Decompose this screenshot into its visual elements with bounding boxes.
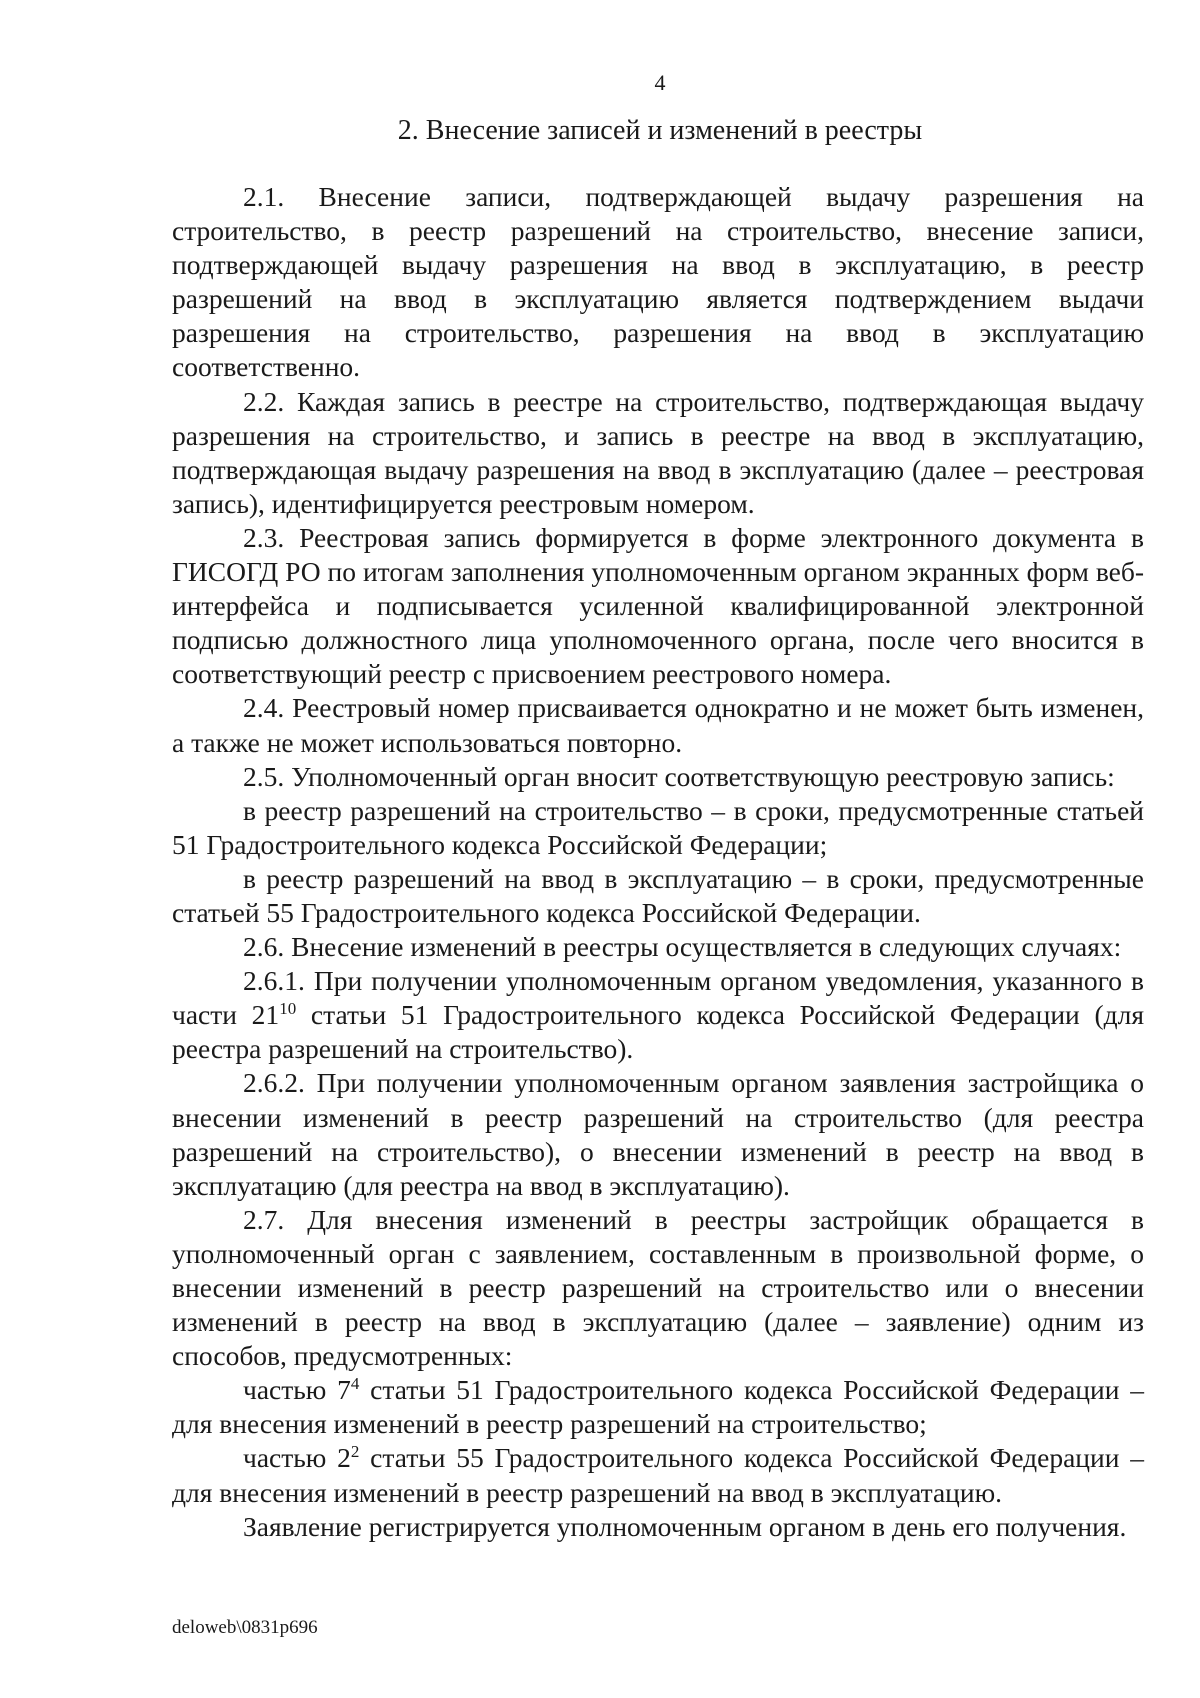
superscript-10: 10: [279, 999, 297, 1019]
paragraph-2-6: 2.6. Внесение изменений в реестры осуществляется в следующих случаях:: [243, 931, 1122, 963]
paragraph-registration: Заявление регистрируется уполномоченным органом в день его получения.: [243, 1510, 1127, 1542]
superscript-2: 2: [350, 1442, 360, 1462]
paragraph-2-7-construction-text-after: статьи 51 Градостроительного кодекса Российской Федерации – для внесения изменений в реестр разрешений на строительство;: [172, 1374, 1144, 1440]
paragraph-2-7-construction-text-before: частью 7: [243, 1374, 351, 1406]
paragraph-2-1: 2.1. Внесение записи, подтверждающей выдачу разрешения на строительство, в реестр разрешений на строительство, внесение записи, подтверждающей выдачу разрешения на ввод в эксплуатацию, в реестр разрешений на ввод в эксплуатацию является подтверждением выдачи разрешения на строительство, разрешения на ввод в эксплуатацию соответственно.: [172, 181, 1144, 383]
paragraph-2-6-1: [172, 964, 1144, 1066]
document-body: [172, 180, 1144, 1544]
paragraph-2-3: 2.3. Реестровая запись формируется в форме электронного документа в ГИСОГД РО по итогам заполнения уполномоченным органом экранных форм веб-интерфейса и подписывается усиленной квалифицированной электронной подписью должностного лица уполномоченного органа, после чего вносится в соответствующий реестр с присвоением реестрового номера.: [172, 521, 1144, 690]
footer-document-code: deloweb\0831p696: [172, 1617, 318, 1638]
paragraph-2-7-commissioning-text-before: частью 2: [243, 1442, 351, 1474]
paragraph-2-6-1-text-before: 2.6.1. При получении уполномоченным органом уведомления, указанного в части 21: [172, 965, 1144, 1031]
paragraph-2-4: 2.4. Реестровый номер присваивается однократно и не может быть изменен, а также не может использоваться повторно.: [172, 692, 1144, 758]
paragraph-2-2: 2.2. Каждая запись в реестре на строительство, подтверждающая выдачу разрешения на строительство, и запись в реестре на ввод в эксплуатацию, подтверждающая выдачу разрешения на ввод в эксплуатацию (далее – реестровая запись), идентифицируется реестровым номером.: [172, 385, 1144, 519]
paragraph-2-6-2: 2.6.2. При получении уполномоченным органом заявления застройщика о внесении изменений в реестр разрешений на строительство (для реестра разрешений на строительство), о внесении изменений в реестр на ввод в эксплуатацию (для реестра на ввод в эксплуатацию).: [172, 1067, 1144, 1201]
paragraph-2-5-construction: в реестр разрешений на строительство – в сроки, предусмотренные статьей 51 Градостроительного кодекса Российской Федерации;: [172, 794, 1144, 860]
paragraph-2-5: 2.5. Уполномоченный орган вносит соответствующую реестровую запись:: [243, 760, 1115, 792]
paragraph-2-5-commissioning: в реестр разрешений на ввод в эксплуатацию – в сроки, предусмотренные статьей 55 Градостроительного кодекса Российской Федерации.: [172, 862, 1144, 928]
section-title: 2. Внесение записей и изменений в реестры: [397, 115, 923, 146]
superscript-4: 4: [350, 1374, 360, 1394]
paragraph-2-7-construction: [172, 1373, 1144, 1441]
paragraph-2-6-1-text-after: статьи 51 Градостроительного кодекса Российской Федерации (для реестра разрешений на строительство).: [172, 999, 1144, 1065]
page-number: 4: [654, 70, 666, 95]
paragraph-2-7: 2.7. Для внесения изменений в реестры застройщик обращается в уполномоченный орган с заявлением, составленным в произвольной форме, о внесении изменений в реестр разрешений на строительство или о внесении изменений в реестр на ввод в эксплуатацию (далее – заявление) одним из способов, предусмотренных:: [172, 1203, 1144, 1372]
paragraph-2-7-commissioning: [172, 1441, 1144, 1509]
paragraph-2-7-commissioning-text-after: статьи 55 Градостроительного кодекса Российской Федерации – для внесения изменений в реестр разрешений на ввод в эксплуатацию.: [172, 1442, 1144, 1508]
